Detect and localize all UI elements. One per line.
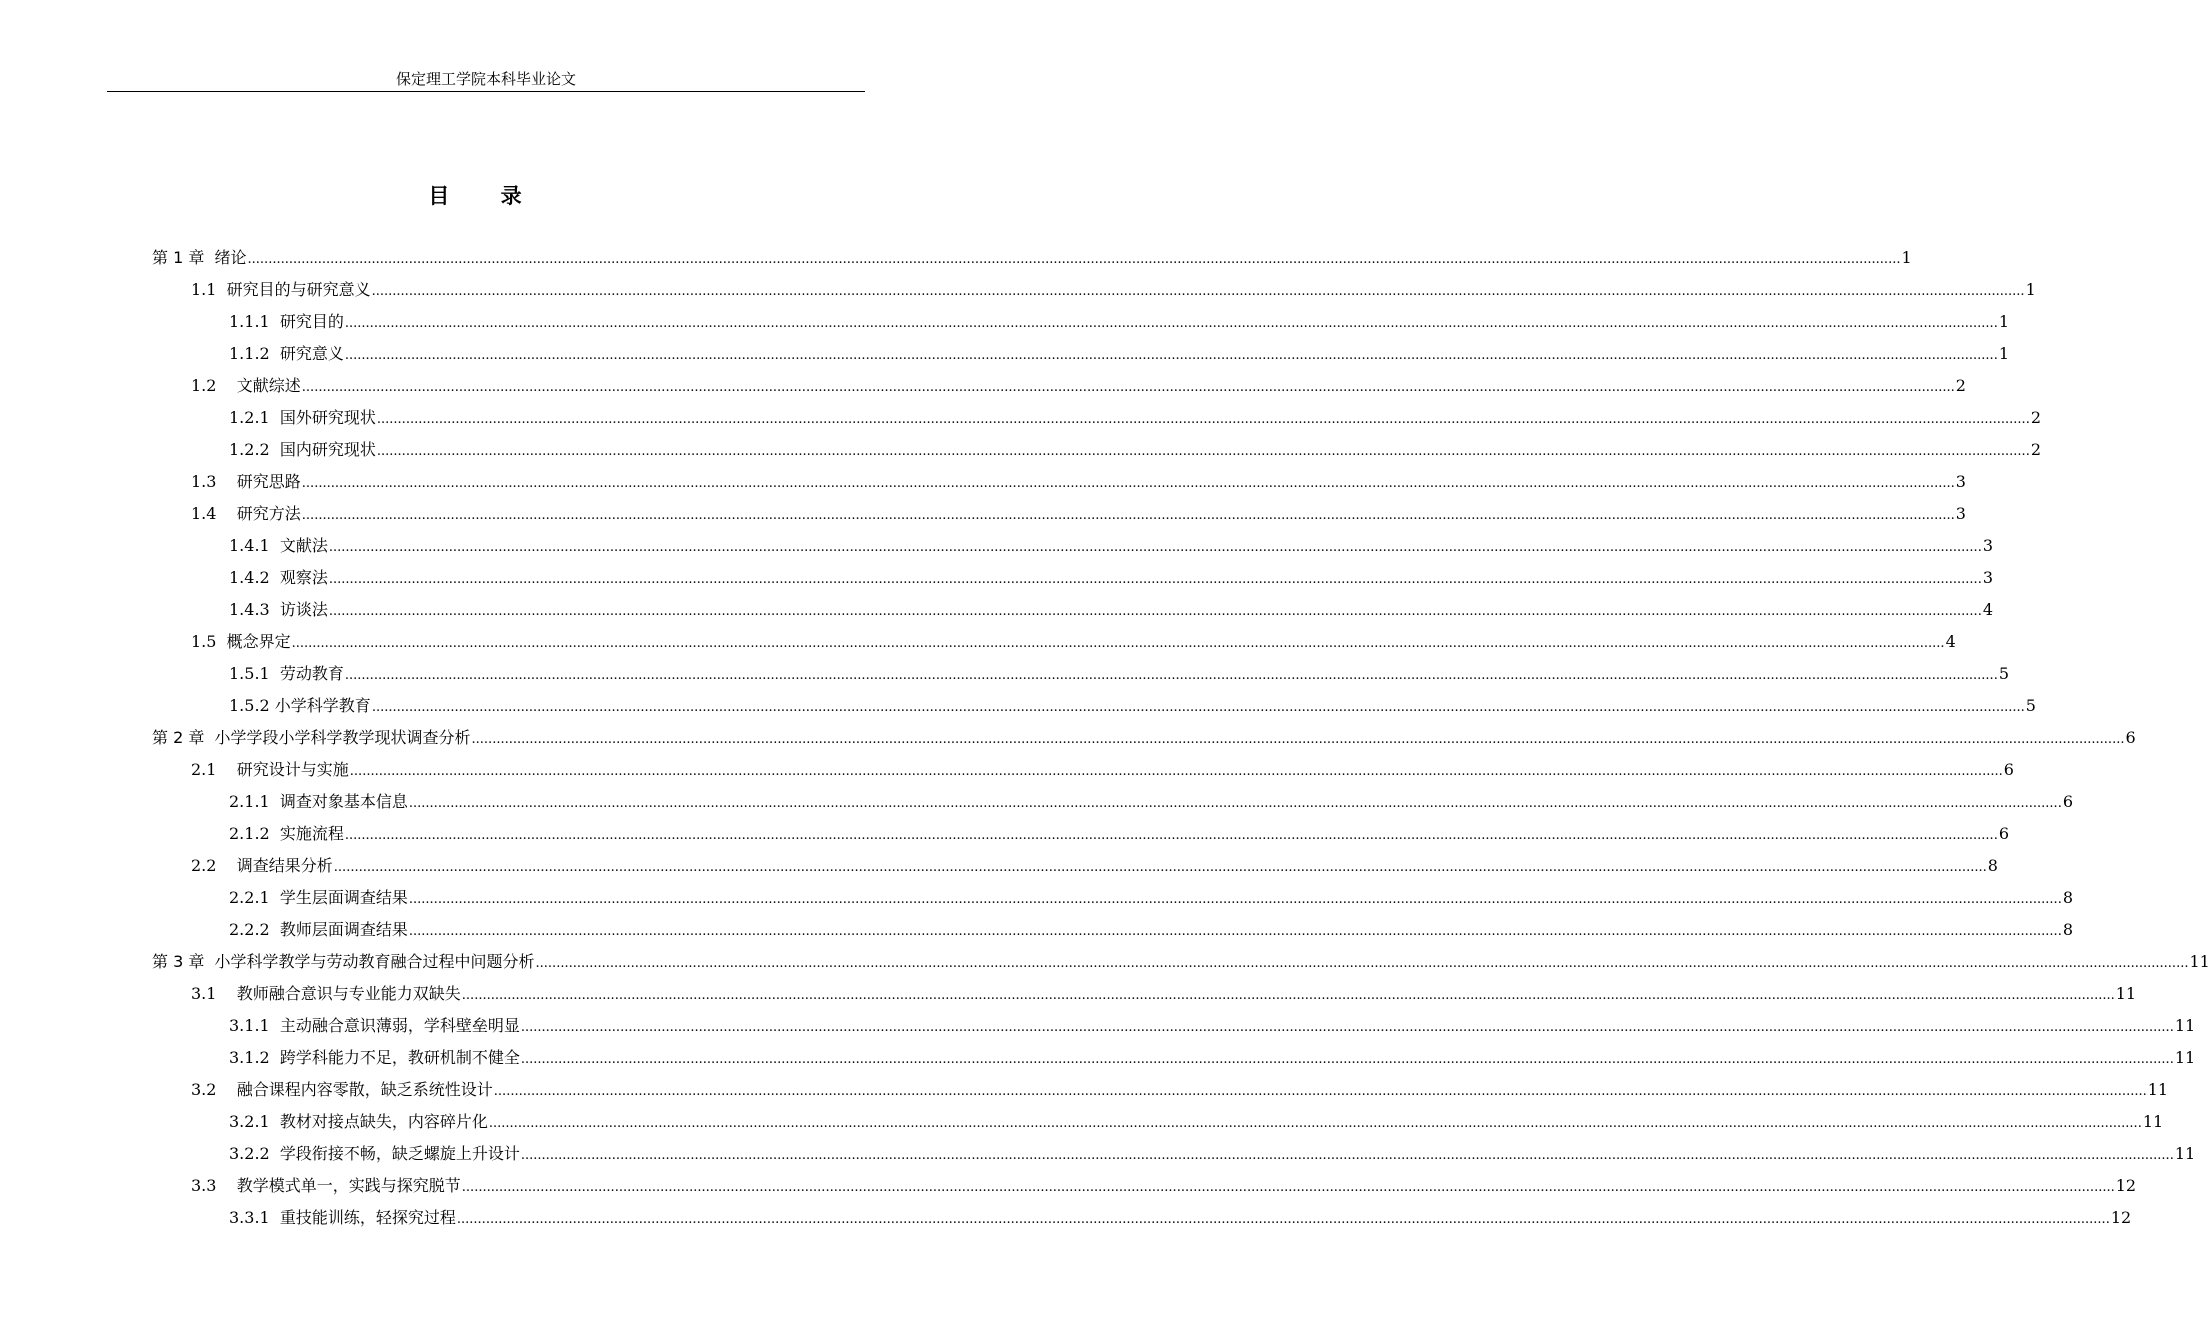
toc-entry-page: 11	[2142, 1112, 2164, 1131]
toc-entry-page: 2	[1955, 376, 1966, 395]
toc-entry[interactable]	[191, 754, 2014, 786]
toc-leader-dots: ................................................................................................................................................................................................................................................................................................................................................................................................................	[344, 828, 1998, 843]
toc-entry-label: 1.3 研究思路	[191, 472, 301, 491]
toc-leader-dots: ................................................................................................................................................................................................................................................................................................................................................................................................................	[520, 1148, 2174, 1163]
toc-entry-page: 8	[2062, 920, 2074, 939]
toc-leader-dots: ................................................................................................................................................................................................................................................................................................................................................................................................................	[328, 604, 1982, 619]
toc-entry-page: 1	[2025, 280, 2036, 299]
toc-entry[interactable]	[191, 274, 2036, 306]
toc-entry-page: 3	[1955, 472, 1966, 491]
toc-entry[interactable]	[152, 946, 2210, 978]
toc-entry-page: 11	[2147, 1080, 2169, 1099]
toc-entry[interactable]	[191, 626, 1956, 658]
toc-entry-label: 1.5.2 小学科学教育	[229, 696, 371, 715]
toc-entry-page: 6	[2125, 728, 2136, 747]
toc-leader-dots: ................................................................................................................................................................................................................................................................................................................................................................................................................	[408, 796, 2062, 811]
toc-entry[interactable]	[191, 370, 1966, 402]
toc-title: 目 录	[428, 184, 544, 208]
toc-entry-label: 2.2 调查结果分析	[191, 856, 333, 875]
toc-entry-label: 1.2.1 国外研究现状	[229, 408, 376, 427]
toc-entry-label: 1.1 研究目的与研究意义	[191, 280, 371, 299]
toc-leader-dots: ................................................................................................................................................................................................................................................................................................................................................................................................................	[328, 572, 1982, 587]
toc-entry[interactable]	[229, 562, 1994, 594]
toc-leader-dots: ................................................................................................................................................................................................................................................................................................................................................................................................................	[301, 508, 1955, 523]
toc-entry-label: 3.2.1 教材对接点缺失，内容碎片化	[229, 1112, 488, 1131]
toc-leader-dots: ................................................................................................................................................................................................................................................................................................................................................................................................................	[493, 1084, 2147, 1099]
toc-leader-dots: ................................................................................................................................................................................................................................................................................................................................................................................................................	[371, 284, 2025, 299]
toc-entry[interactable]	[229, 306, 2010, 338]
toc-entry-page: 2	[2030, 408, 2042, 427]
toc-leader-dots: ................................................................................................................................................................................................................................................................................................................................................................................................................	[520, 1020, 2174, 1035]
toc-entry-page: 5	[2025, 696, 2036, 715]
toc-entry-label: 2.2.1 学生层面调查结果	[229, 888, 408, 907]
toc-entry[interactable]	[229, 1010, 2196, 1042]
toc-entry[interactable]	[229, 338, 2010, 370]
toc-leader-dots: ................................................................................................................................................................................................................................................................................................................................................................................................................	[344, 316, 1998, 331]
toc-entry[interactable]	[152, 242, 1912, 274]
toc-leader-dots: ................................................................................................................................................................................................................................................................................................................................................................................................................	[376, 412, 2030, 427]
toc-entry-page: 1	[1998, 344, 2010, 363]
toc-entry-page: 3	[1955, 504, 1966, 523]
toc-entry[interactable]	[229, 434, 2042, 466]
toc-leader-dots: ................................................................................................................................................................................................................................................................................................................................................................................................................	[328, 540, 1982, 555]
toc-entry[interactable]	[229, 594, 1994, 626]
toc-entry-label: 1.4 研究方法	[191, 504, 301, 523]
toc-leader-dots: ................................................................................................................................................................................................................................................................................................................................................................................................................	[371, 700, 2025, 715]
toc-leader-dots: ................................................................................................................................................................................................................................................................................................................................................................................................................	[408, 892, 2062, 907]
toc-entry-page: 11	[2115, 984, 2137, 1003]
toc-entry[interactable]	[229, 690, 2036, 722]
toc-leader-dots: ................................................................................................................................................................................................................................................................................................................................................................................................................	[349, 764, 2003, 779]
toc-entry-label: 2.1.1 调查对象基本信息	[229, 792, 408, 811]
toc-entry[interactable]	[229, 530, 1994, 562]
toc-entry-label: 3.2.2 学段衔接不畅，缺乏螺旋上升设计	[229, 1144, 520, 1163]
toc-entry-page: 1	[1998, 312, 2010, 331]
toc-entry-page: 3	[1982, 536, 1994, 555]
toc-entry-label: 1.2 文献综述	[191, 376, 301, 395]
header-rule	[107, 91, 865, 92]
toc-leader-dots: ................................................................................................................................................................................................................................................................................................................................................................................................................	[247, 252, 1901, 267]
toc-entry-page: 4	[1982, 600, 1994, 619]
toc-entry-label: 1.2.2 国内研究现状	[229, 440, 376, 459]
toc-leader-dots: ................................................................................................................................................................................................................................................................................................................................................................................................................	[471, 732, 2125, 747]
toc-entry[interactable]	[229, 658, 2010, 690]
toc-entry-page: 11	[2189, 952, 2210, 971]
toc-entry[interactable]	[191, 1074, 2169, 1106]
toc-leader-dots: ................................................................................................................................................................................................................................................................................................................................................................................................................	[461, 988, 2115, 1003]
toc-entry[interactable]	[229, 1138, 2196, 1170]
toc-entry-label: 1.1.1 研究目的	[229, 312, 344, 331]
toc-entry-page: 6	[1998, 824, 2010, 843]
toc-entry-label: 第 2 章 小学学段小学科学教学现状调查分析	[152, 728, 471, 747]
toc-entry[interactable]	[191, 978, 2137, 1010]
toc-leader-dots: ................................................................................................................................................................................................................................................................................................................................................................................................................	[301, 380, 1955, 395]
toc-leader-dots: ................................................................................................................................................................................................................................................................................................................................................................................................................	[376, 444, 2030, 459]
toc-entry[interactable]	[229, 882, 2074, 914]
toc-leader-dots: ................................................................................................................................................................................................................................................................................................................................................................................................................	[408, 924, 2062, 939]
toc-entry-label: 2.1 研究设计与实施	[191, 760, 349, 779]
toc-entry-label: 第 3 章 小学科学教学与劳动教育融合过程中问题分析	[152, 952, 535, 971]
toc-entry[interactable]	[229, 402, 2042, 434]
toc-entry-label: 1.5 概念界定	[191, 632, 291, 651]
toc-entry-page: 2	[2030, 440, 2042, 459]
toc-entry[interactable]	[229, 1202, 2132, 1234]
toc-entry-label: 1.1.2 研究意义	[229, 344, 344, 363]
toc-entry-page: 11	[2174, 1144, 2196, 1163]
toc-entry[interactable]	[152, 722, 2136, 754]
toc-leader-dots: ................................................................................................................................................................................................................................................................................................................................................................................................................	[535, 956, 2189, 971]
toc-entry[interactable]	[191, 850, 1998, 882]
page-header: 保定理工学院本科毕业论文	[395, 70, 576, 88]
toc-entry[interactable]	[191, 1170, 2137, 1202]
toc-entry-page: 8	[2062, 888, 2074, 907]
toc-leader-dots: ................................................................................................................................................................................................................................................................................................................................................................................................................	[301, 476, 1955, 491]
toc-entry-label: 3.1.2 跨学科能力不足，教研机制不健全	[229, 1048, 520, 1067]
toc-entry-label: 3.3 教学模式单一，实践与探究脱节	[191, 1176, 461, 1195]
toc-entry-label: 3.2 融合课程内容零散，缺乏系统性设计	[191, 1080, 493, 1099]
toc-entry[interactable]	[191, 498, 1966, 530]
toc-entry[interactable]	[229, 914, 2074, 946]
toc-entry[interactable]	[229, 818, 2010, 850]
toc-leader-dots: ................................................................................................................................................................................................................................................................................................................................................................................................................	[344, 668, 1998, 683]
toc-leader-dots: ................................................................................................................................................................................................................................................................................................................................................................................................................	[344, 348, 1998, 363]
toc-leader-dots: ................................................................................................................................................................................................................................................................................................................................................................................................................	[488, 1116, 2142, 1131]
toc-entry-label: 2.2.2 教师层面调查结果	[229, 920, 408, 939]
toc-leader-dots: ................................................................................................................................................................................................................................................................................................................................................................................................................	[461, 1180, 2115, 1195]
toc-entry-page: 12	[2115, 1176, 2137, 1195]
toc-entry-page: 6	[2062, 792, 2074, 811]
toc-entry-label: 1.4.2 观察法	[229, 568, 328, 587]
toc-leader-dots: ................................................................................................................................................................................................................................................................................................................................................................................................................	[456, 1212, 2110, 1227]
toc-entry-page: 8	[1987, 856, 1998, 875]
toc-entry-page: 1	[1901, 248, 1912, 267]
toc-entry-page: 5	[1998, 664, 2010, 683]
toc-entry-label: 3.1 教师融合意识与专业能力双缺失	[191, 984, 461, 1003]
toc-entry-page: 3	[1982, 568, 1994, 587]
toc-entry-label: 2.1.2 实施流程	[229, 824, 344, 843]
toc-entry-label: 1.4.1 文献法	[229, 536, 328, 555]
toc-entry[interactable]	[229, 1106, 2164, 1138]
toc-entry[interactable]	[229, 786, 2074, 818]
toc-entry-page: 4	[1945, 632, 1956, 651]
toc-leader-dots: ................................................................................................................................................................................................................................................................................................................................................................................................................	[291, 636, 1945, 651]
toc-entry-label: 1.4.3 访谈法	[229, 600, 328, 619]
toc-leader-dots: ................................................................................................................................................................................................................................................................................................................................................................................................................	[333, 860, 1987, 875]
toc-leader-dots: ................................................................................................................................................................................................................................................................................................................................................................................................................	[520, 1052, 2174, 1067]
toc-entry-page: 6	[2003, 760, 2014, 779]
toc-entry-page: 11	[2174, 1048, 2196, 1067]
toc-entry-page: 12	[2110, 1208, 2132, 1227]
toc-entry-label: 第 1 章 绪论	[152, 248, 247, 267]
toc-entry-page: 11	[2174, 1016, 2196, 1035]
toc-entry-label: 1.5.1 劳动教育	[229, 664, 344, 683]
toc-entry[interactable]	[229, 1042, 2196, 1074]
toc-entry-label: 3.3.1 重技能训练，轻探究过程	[229, 1208, 456, 1227]
toc-entry-label: 3.1.1 主动融合意识薄弱，学科壁垒明显	[229, 1016, 520, 1035]
toc-entry[interactable]	[191, 466, 1966, 498]
